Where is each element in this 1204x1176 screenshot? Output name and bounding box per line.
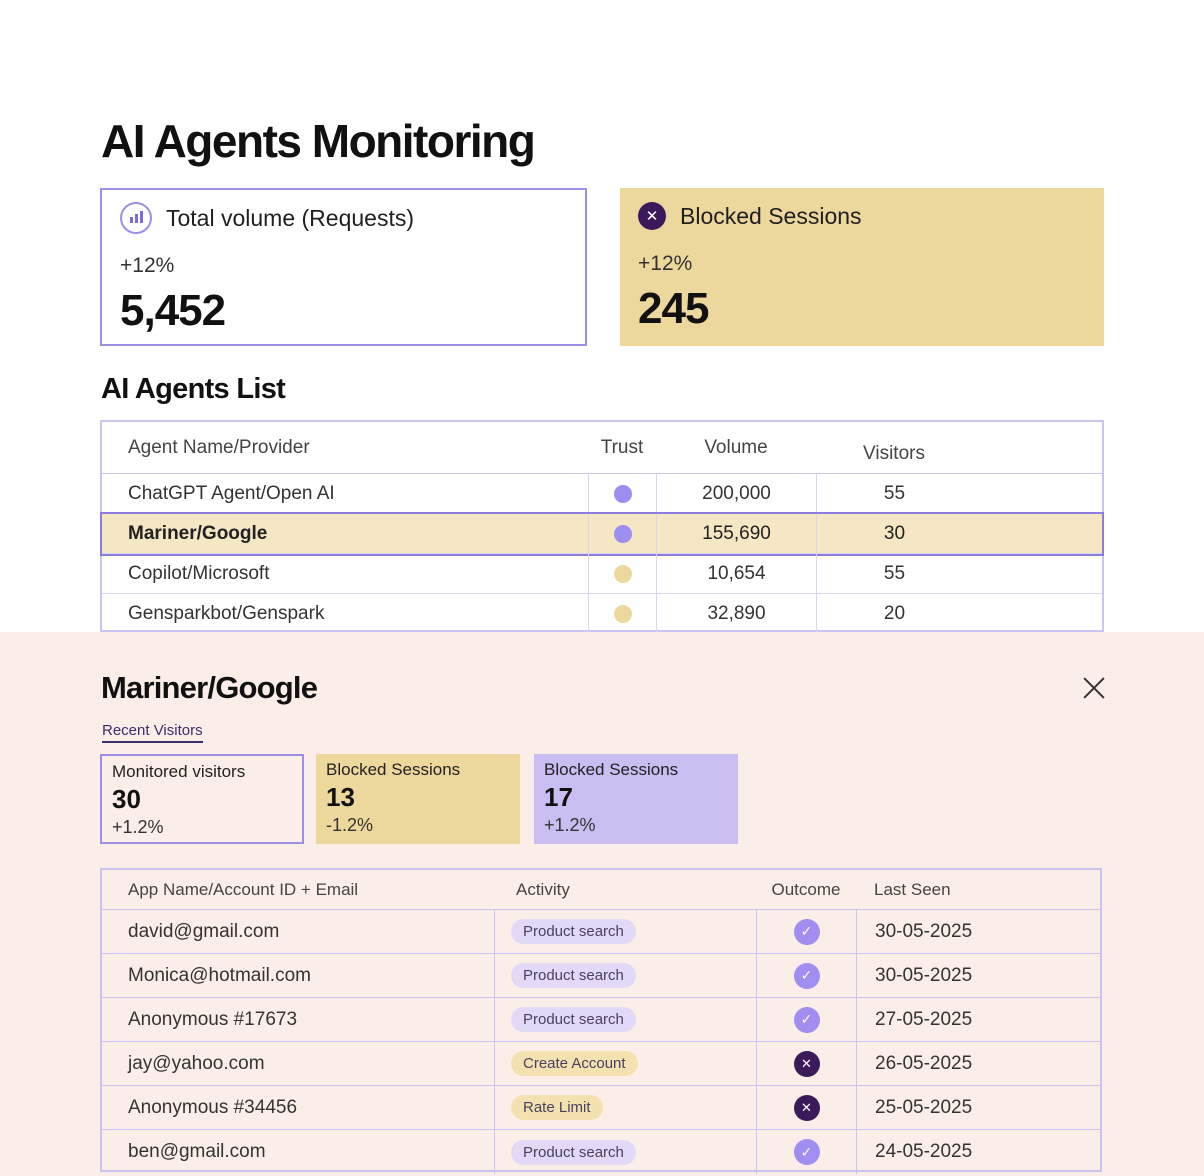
table-row-selected[interactable] (102, 514, 1102, 554)
check-circle-icon: ✓ (794, 1007, 820, 1033)
x-circle-icon: ✕ (638, 202, 666, 230)
activity-cell (494, 910, 756, 953)
visitor-account: david@gmail.com (128, 920, 280, 942)
agents-list-title: AI Agents List (101, 373, 286, 405)
agent-name: Gensparkbot/Genspark (128, 603, 325, 624)
check-circle-icon: ✓ (794, 919, 820, 945)
column-header-volume: Volume (704, 436, 768, 458)
card-change: +1.2% (112, 817, 164, 837)
last-seen: 30-05-2025 (856, 954, 1100, 997)
card-change: -1.2% (326, 815, 374, 835)
card-value: 13 (326, 782, 355, 812)
activity-cell (494, 954, 756, 997)
bar-chart-icon (120, 202, 152, 234)
card-value: 17 (544, 782, 573, 812)
agents-table-header (102, 422, 1102, 474)
visitor-account: jay@yahoo.com (128, 1052, 265, 1074)
agent-volume: 10,654 (656, 554, 816, 593)
table-row[interactable] (102, 998, 1100, 1042)
outcome-cell (756, 998, 856, 1041)
card-change: +1.2% (544, 815, 596, 835)
table-row[interactable] (102, 954, 1100, 998)
visitors-table (100, 868, 1102, 1172)
visitor-account: Anonymous #17673 (128, 1008, 298, 1030)
blocked-sessions-card (620, 188, 1104, 346)
card-label: Blocked Sessions (544, 760, 679, 779)
agent-name: Mariner/Google (128, 522, 268, 544)
table-row[interactable] (102, 1086, 1100, 1130)
activity-cell (494, 1086, 756, 1129)
outcome-cell (756, 1130, 856, 1174)
table-row[interactable] (102, 594, 1102, 634)
activity-badge: Product search (511, 963, 636, 988)
page-title: AI Agents Monitoring (101, 115, 535, 167)
agent-name: ChatGPT Agent/Open AI (128, 482, 335, 504)
trust-indicator (588, 514, 656, 553)
x-circle-icon: ✕ (794, 1051, 820, 1077)
blocked-sessions-card (316, 754, 520, 844)
activity-badge: Rate Limit (511, 1095, 603, 1120)
table-row[interactable] (102, 474, 1102, 514)
last-seen: 27-05-2025 (856, 998, 1100, 1041)
activity-cell (494, 1042, 756, 1085)
card-label: Blocked Sessions (326, 760, 461, 779)
visitor-account: Anonymous #34456 (128, 1096, 298, 1118)
blocked-sessions-change: +12% (638, 252, 693, 275)
activity-cell (494, 1130, 756, 1174)
visitor-account: ben@gmail.com (128, 1141, 266, 1162)
last-seen: 25-05-2025 (856, 1086, 1100, 1129)
blocked-sessions-value: 245 (638, 284, 709, 333)
column-header-activity: Activity (516, 879, 570, 899)
agent-visitors: 30 (816, 514, 972, 553)
visitor-account: Monica@hotmail.com (128, 964, 311, 986)
trust-dot (614, 605, 632, 623)
agent-volume: 200,000 (656, 474, 816, 513)
detail-title: Mariner/Google (101, 670, 318, 705)
agent-name: Copilot/Microsoft (128, 562, 270, 584)
last-seen: 26-05-2025 (856, 1042, 1100, 1085)
x-circle-icon: ✕ (794, 1095, 820, 1121)
blocked-sessions-card (534, 754, 738, 844)
activity-badge: Product search (511, 1140, 636, 1165)
column-header-last-seen: Last Seen (874, 879, 951, 899)
activity-badge: Create Account (511, 1051, 638, 1076)
monitored-visitors-card (100, 754, 304, 844)
outcome-cell (756, 1086, 856, 1129)
trust-dot (614, 485, 632, 503)
last-seen: 30-05-2025 (856, 910, 1100, 953)
check-circle-icon: ✓ (794, 1139, 820, 1165)
agent-volume: 155,690 (656, 514, 816, 553)
tab-recent-visitors[interactable]: Recent Visitors (102, 722, 203, 743)
agent-visitors: 55 (816, 554, 972, 593)
table-row[interactable] (102, 910, 1100, 954)
outcome-cell (756, 954, 856, 997)
trust-dot (614, 525, 632, 543)
column-header-outcome: Outcome (771, 879, 841, 899)
table-row[interactable] (102, 1042, 1100, 1086)
activity-badge: Product search (511, 919, 636, 944)
column-header-account: App Name/Account ID + Email (128, 879, 359, 899)
outcome-cell (756, 910, 856, 953)
card-label: Monitored visitors (112, 762, 246, 781)
card-value: 30 (112, 784, 141, 814)
close-icon[interactable] (1082, 676, 1106, 700)
column-header-trust: Trust (600, 436, 644, 458)
visitors-table-header (102, 870, 1100, 910)
trust-indicator (588, 554, 656, 593)
agent-visitors: 20 (816, 594, 972, 634)
blocked-sessions-label: Blocked Sessions (680, 202, 862, 229)
total-volume-value: 5,452 (120, 286, 226, 335)
trust-dot (614, 565, 632, 583)
outcome-cell (756, 1042, 856, 1085)
table-row[interactable] (102, 1130, 1100, 1174)
total-volume-change: +12% (120, 254, 175, 277)
trust-indicator (588, 594, 656, 634)
agent-detail-panel (0, 632, 1204, 1176)
agent-visitors: 55 (816, 474, 972, 513)
total-volume-label: Total volume (Requests) (166, 204, 414, 231)
trust-indicator (588, 474, 656, 513)
total-volume-card (100, 188, 587, 346)
column-header-visitors: Visitors (863, 442, 925, 464)
column-header-agent: Agent Name/Provider (128, 436, 310, 458)
agents-table (100, 420, 1104, 632)
activity-badge: Product search (511, 1007, 636, 1032)
agent-volume: 32,890 (656, 594, 816, 634)
table-row[interactable] (102, 554, 1102, 594)
check-circle-icon: ✓ (794, 963, 820, 989)
last-seen: 24-05-2025 (856, 1130, 1100, 1174)
activity-cell (494, 998, 756, 1041)
